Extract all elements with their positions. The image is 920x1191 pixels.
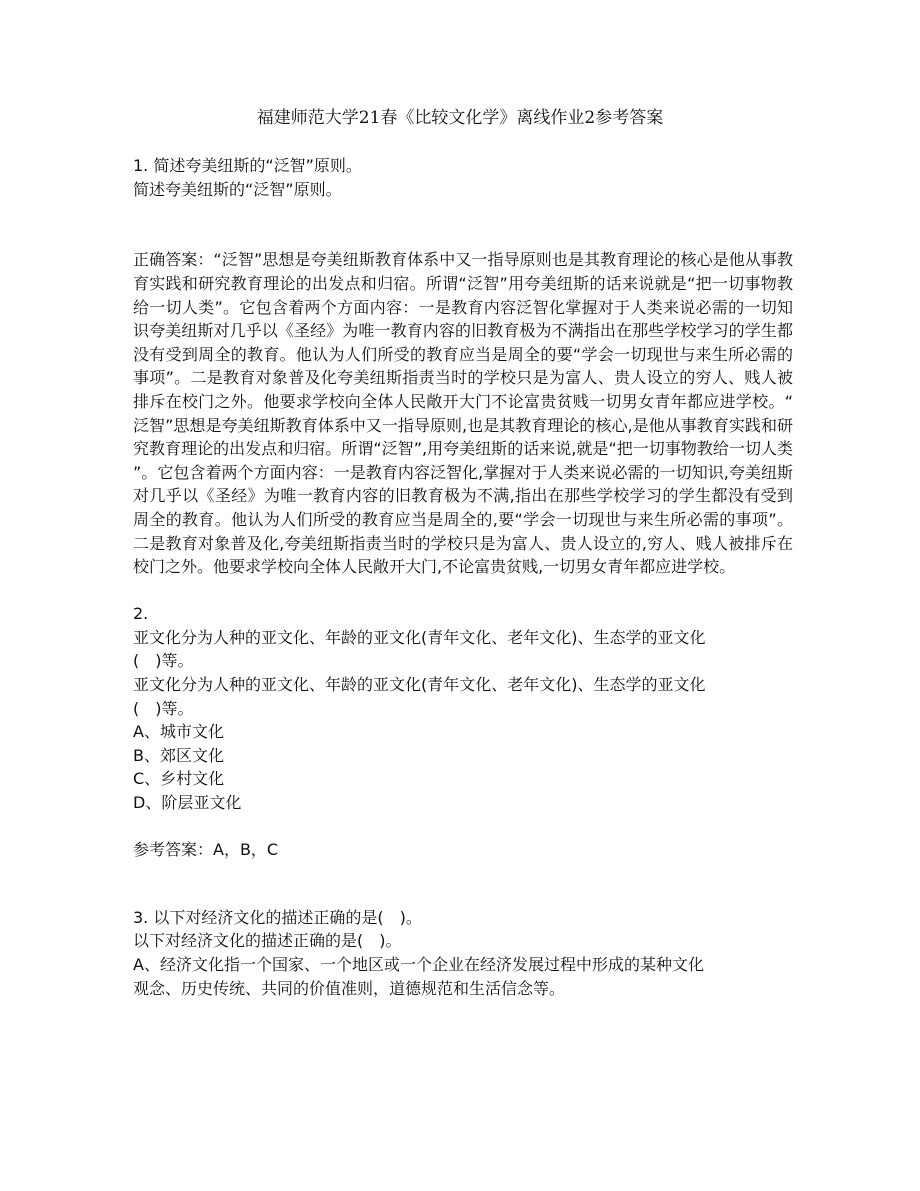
question-1 — [133, 154, 793, 579]
question-1-prompt: 1. 简述夸美纽斯的“泛智”原则。 — [133, 156, 362, 175]
document-title: 福建师范大学21春《比较文化学》离线作业2参考答案 — [256, 108, 664, 128]
question-3-repeat: 以下对经济文化的描述正确的是( )。 — [133, 931, 402, 951]
question-2-answer: 参考答案：A，B，C — [133, 840, 279, 860]
question-2-option-c: C、乡村文化 — [133, 769, 225, 789]
spacer — [133, 201, 793, 248]
question-1-repeat: 简述夸美纽斯的“泛智”原则。 — [133, 179, 342, 199]
question-2-repeat-line-2: ( )等。 — [133, 698, 194, 718]
document-body — [133, 154, 793, 1000]
spacer — [133, 815, 793, 839]
question-2-prompt-line-1: 亚文化分为人种的亚文化、年龄的亚文化(青年文化、老年文化)、生态学的亚文化 — [133, 627, 706, 647]
spacer — [133, 579, 793, 603]
question-3-option-a-line-1: A、经济文化指一个国家、一个地区或一个企业在经济发展过程中形成的某种文化 — [133, 955, 704, 974]
question-2-option-a: A、城市文化 — [133, 722, 224, 742]
question-1-answer: 正确答案：“泛智”思想是夸美纽斯教育体系中又一指导原则也是其教育理论的核心是他从事教育实践和研究教育理论的出发点和归宿。所谓“泛智”用夸美纽斯的话来说就是“把一切事物教给一切人类”。它包含着两个方面内容：一是教育内容泛智化掌握对于人类来说必需的一切知识夸美纽斯对几乎以《圣经》为唯一教育内容的旧教育极为不满指出在那些学校学习的学生都没有受到周全的教育。他认为人们所受的教育应当是周全的要“学会一切现世与来生所必需的事项”。二是教育对象普及化夸美纽斯指责当时的学校只是为富人、贵人设立的穷人、贱人被排斥在校门之外。他要求学校向全体人民敞开大门不论富贵贫贱一切男女青年都应进学校。“泛智”思想是夸美纽斯教育体系中又一指导原则,也是其教育理论的核心,是他从事教育实践和研究教育理论的出发点和归宿。所谓“泛智”,用夸美纽斯的话来说,就是“把一切事物教给一切人类”。它包含着两个方面内容：一是教育内容泛智化,掌握对于人类来说必需的一切知识,夸美纽斯对几乎以《圣经》为唯一教育内容的旧教育极为不满,指出在那些学校学习的学生都没有受到周全的教育。他认为人们所受的教育应当是周全的,要“学会一切现世与来生所必需的事项”。二是教育对象普及化,夸美纽斯指责当时的学校只是为富人、贵人设立的,穷人、贱人被排斥在校门之外。他要求学校向全体人民敞开大门,不论富贵贫贱,一切男女青年都应进学校。 — [133, 250, 793, 577]
question-3 — [133, 906, 793, 1000]
question-2-prompt-line-2: ( )等。 — [133, 651, 194, 671]
question-3-option-a-line-2: 观念、历史传统、共同的价值准则，道德规范和生活信念等。 — [133, 978, 566, 998]
question-2-option-b: B、郊区文化 — [133, 745, 224, 765]
question-2-number: 2. — [133, 604, 149, 624]
question-2-repeat-line-1: 亚文化分为人种的亚文化、年龄的亚文化(青年文化、老年文化)、生态学的亚文化 — [133, 675, 706, 695]
spacer — [133, 862, 793, 906]
question-2 — [133, 602, 793, 862]
question-3-prompt: 3. 以下对经济文化的描述正确的是( )。 — [133, 907, 422, 927]
question-2-option-d: D、阶层亚文化 — [133, 793, 242, 813]
